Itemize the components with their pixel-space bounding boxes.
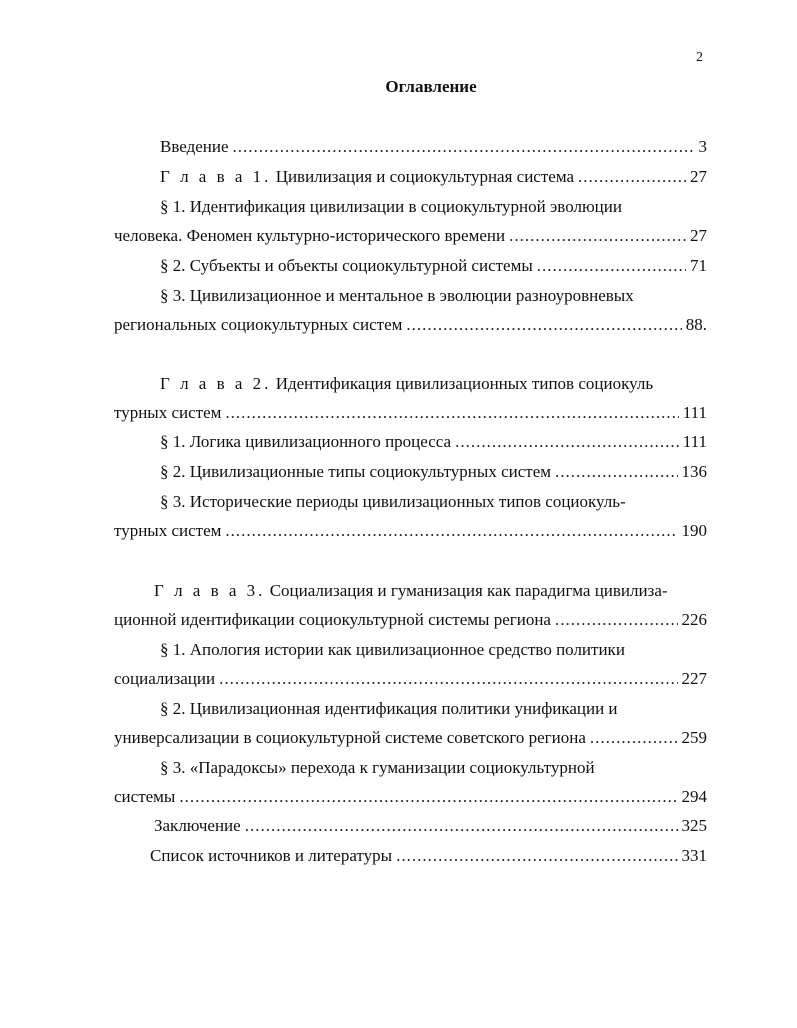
toc-entry-1-2 <box>114 254 707 278</box>
toc-page: 88. <box>685 315 707 334</box>
toc-entry-chapter-3 <box>114 608 707 632</box>
toc-label: Заключение <box>154 816 241 835</box>
toc-entry-2-3 <box>114 519 707 543</box>
toc-entry-3-3 <box>114 785 707 809</box>
toc-entry-chapter-1 <box>114 165 707 189</box>
toc-leader <box>555 460 678 484</box>
toc-label: региональных социокультурных систем <box>114 315 403 334</box>
toc-entry-2-3-line1: § 3. Исторические периоды цивилизационных типов социокуль- <box>160 492 626 511</box>
chapter-title: Идентификация цивилизационных типов социокуль <box>271 374 654 393</box>
toc-label: социализации <box>114 669 216 688</box>
toc-label: § 2. Цивилизационные типы социокультурных систем <box>160 462 551 481</box>
toc-entry-2-1 <box>114 430 707 454</box>
toc-entry-2-2 <box>114 460 707 484</box>
toc-page: 71 <box>690 256 707 275</box>
toc-leader <box>245 814 678 838</box>
toc-leader <box>578 165 686 189</box>
toc-entry-chapter-3-line1 <box>114 579 707 603</box>
toc-entry-1-1-line1: § 1. Идентификация цивилизации в социокультурной эволюции <box>160 197 622 216</box>
toc-leader <box>590 726 678 750</box>
toc-page: 259 <box>681 728 707 747</box>
toc-page: 111 <box>682 432 707 451</box>
toc-entry-1-3-line1: § 3. Цивилизационное и ментальное в эволюции разноуровневых <box>160 286 634 305</box>
toc-page: 331 <box>681 846 707 865</box>
toc-page: 3 <box>698 137 707 156</box>
toc-page: 226 <box>681 610 707 629</box>
toc-label: универсализации в социокультурной системе советского региона <box>114 728 586 747</box>
toc-label: турных систем <box>114 521 222 540</box>
toc-entry-sources <box>114 844 707 868</box>
toc-label: человека. Феномен культурно-исторического времени <box>114 226 506 245</box>
toc-leader <box>233 135 695 159</box>
chapter-prefix: Г л а в а 1. <box>160 167 272 186</box>
toc-entry-3-2-line1: § 2. Цивилизационная идентификация политики унификации и <box>160 699 618 718</box>
toc-label: § 2. Субъекты и объекты социокультурной системы <box>160 256 533 275</box>
toc-entry-chapter-2 <box>114 401 707 425</box>
toc-page: 227 <box>681 669 707 688</box>
toc-entry-intro <box>114 135 707 159</box>
toc-leader <box>406 313 681 337</box>
toc-leader <box>225 401 678 425</box>
chapter-title: Социализация и гуманизация как парадигма цивилиза- <box>265 581 668 600</box>
toc-entry-3-1-line1: § 1. Апология истории как цивилизационное средство политики <box>160 640 625 659</box>
toc-label: § 1. Логика цивилизационного процесса <box>160 432 452 451</box>
toc-leader <box>509 224 686 248</box>
toc-entry-1-3 <box>114 313 707 337</box>
toc-page: 190 <box>681 521 707 540</box>
toc-page: 27 <box>690 167 707 186</box>
toc-label: турных систем <box>114 403 222 422</box>
toc-label <box>160 165 574 189</box>
toc-leader <box>537 254 686 278</box>
toc-label: Список источников и литературы <box>150 846 393 865</box>
toc-entry-conclusion <box>114 814 707 838</box>
toc-entry-3-1 <box>114 667 707 691</box>
toc-leader <box>219 667 677 691</box>
page-title: Оглавление <box>385 77 477 96</box>
toc-entry-1-1 <box>114 224 707 248</box>
toc-page: 27 <box>690 226 707 245</box>
chapter-title: Цивилизация и социокультурная система <box>271 167 575 186</box>
toc-label: системы <box>114 787 176 806</box>
toc-page: 325 <box>681 816 707 835</box>
toc-leader <box>396 844 677 868</box>
toc-leader <box>555 608 678 632</box>
chapter-prefix: Г л а в а 3. <box>154 581 266 600</box>
toc-label: Введение <box>160 137 229 156</box>
toc-entry-chapter-2-line1 <box>114 372 707 396</box>
toc-leader <box>179 785 677 809</box>
toc-label: ционной идентификации социокультурной системы региона <box>114 610 551 629</box>
toc-leader <box>225 519 677 543</box>
toc-entry-3-3-line1: § 3. «Парадоксы» перехода к гуманизации социокультурной <box>160 758 595 777</box>
chapter-prefix: Г л а в а 2. <box>160 374 272 393</box>
toc-page: 294 <box>681 787 707 806</box>
toc-page: 136 <box>681 462 707 481</box>
toc-page: 111 <box>682 403 707 422</box>
toc-entry-3-2 <box>114 726 707 750</box>
page-number: 2 <box>696 50 703 65</box>
toc-leader <box>455 430 679 454</box>
